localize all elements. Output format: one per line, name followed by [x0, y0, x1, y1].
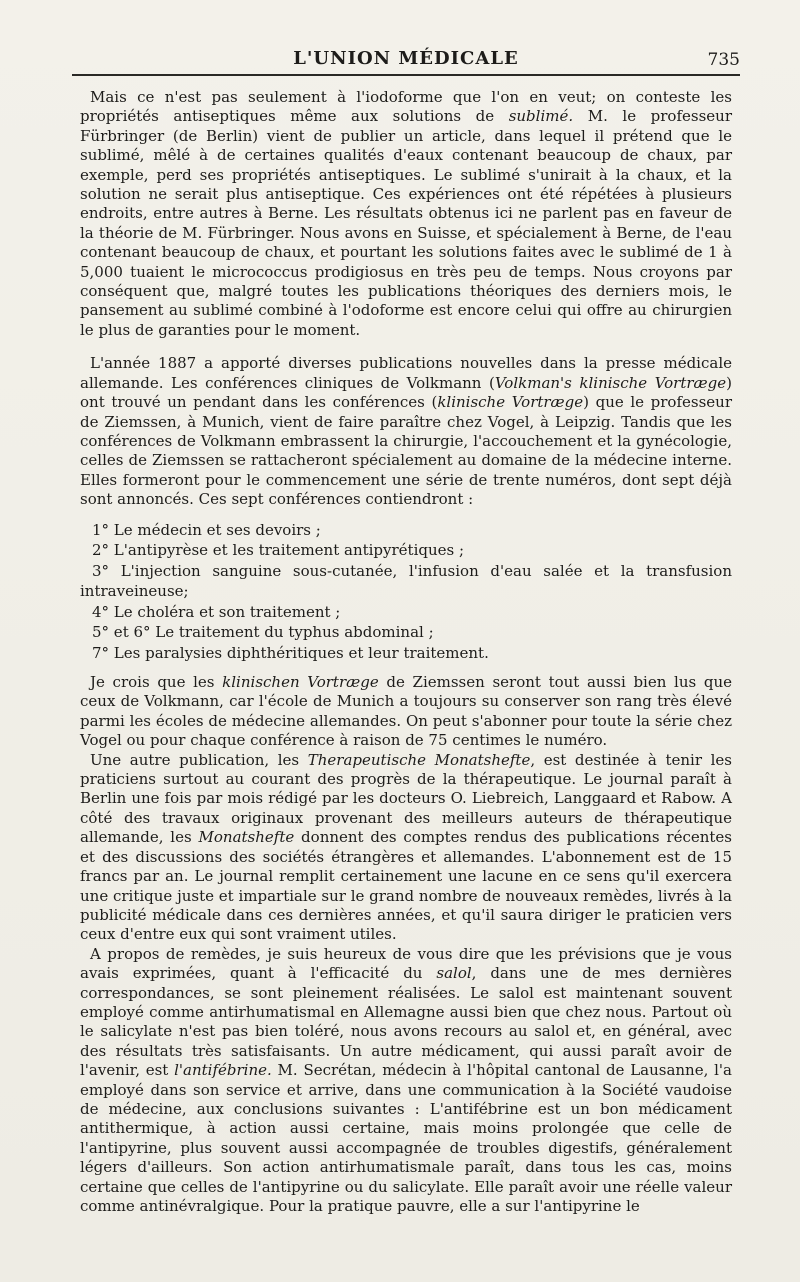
page-number: 735 [707, 50, 740, 70]
text-run: Je crois que les [90, 673, 223, 692]
paragraph [80, 88, 732, 340]
text-run: Une autre publication, les [90, 750, 308, 769]
list-item: 4° Le choléra et son traitement ; [92, 602, 341, 621]
running-head [72, 44, 740, 74]
text-run: ) ont trouvé un pendant dans les conférences ( [80, 373, 732, 412]
text-run: ) que le professeur de Ziemssen, à Munich, vient de faire paraître chez Vogel, à Leipzig. Tandis que les conférences de Volkmann embrassent la chirurgie, l'accouchement et la gynécologie, celles de Ziemssen se rattacheront spécialement au domaine de la médecine interne. Elles formeront pour le commencement une série de trente numéros, dont sept déjà sont annoncés. Ces sept conférences contiendront : [80, 393, 732, 509]
paragraphs-after-list [80, 673, 732, 1216]
paragraphs-before-list [80, 88, 732, 510]
text-run: Mais ce n'est pas seulement à l'iodoforme que l'on en veut; on conteste les propriétés antiseptiques même aux solutions de [80, 88, 732, 126]
text-run: , est destinée à tenir les praticiens surtout au courant des progrès de la thérapeutique. Le journal paraît à Berlin une fois par mois rédigé par les docteurs O. Liebreich, Langgaard et Rabow. A côté des travaux originaux provenant des meilleurs auteurs de thérapeutique allemande, les [80, 750, 732, 847]
italic-text: Monatshefte [198, 828, 295, 847]
italic-text: klinischen Vortræge [222, 673, 379, 692]
text-run: A propos de remèdes, je suis heureux de vous dire que les prévisions que je vous avais exprimées, quant à l'efficacité du [80, 944, 732, 983]
text-run: M. le professeur Fürbringer (de Berlin) vient de publier un article, dans lequel il prétend que le sublimé, mêlé à de certaines qualités d'eaux contenant beaucoup de chaux, par exemple, perd ses propriétés antiseptiques. Le sublimé s'unirait à la chaux, et la solution ne serait plus antiseptique. Ces expériences ont été répétées à plusieurs endroits, entre autres à Berne. Les résultats obtenus ici ne parlent pas en faveur de la théorie de M. Fürbringer. Nous avons en Suisse, et spécialement à Berne, de l'eau contenant beaucoup de chaux, et pourtant les solutions faites avec le sublimé de 1 à 5,000 tuaient le micrococcus prodigiosus en très peu de temps. Nous croyons par conséquent que, malgré toutes les publications théoriques des derniers mois, le pansement au sublimé combiné à l'odoforme est encore celui qui offre au chirurgien le plus de garanties pour le moment. [80, 107, 732, 339]
italic-text: Volkman's klinische Vortræge [494, 373, 727, 392]
list-item: 7° Les paralysies diphthéritiques et leur traitement. [92, 643, 489, 662]
italic-text: sublimé. [508, 107, 574, 126]
paragraph [80, 751, 732, 945]
paragraph [80, 673, 732, 751]
paragraph [80, 945, 732, 1217]
text-run: , dans une de mes dernières correspondances, se sont pleinement réalisées. Le salol est maintenant souvent employé comme antirhumatismal en Allemagne aussi bien que chez nous. Partout où le salicylate n'est pas bien toléré, nous avons recours au salol et, en général, avec des résultats très satisfaisants. Un autre médicament, qui aussi paraît avoir de l'avenir, est [80, 964, 732, 1080]
italic-text: salol [436, 964, 472, 983]
text-run: L'année 1887 a apporté diverses publications nouvelles dans la presse médicale allemande. Les conférences cliniques de Volkmann ( [80, 354, 732, 392]
text-run: de Ziemssen seront tout aussi bien lus que ceux de Volkmann, car l'école de Munich a toujours su conserver son rang très élevé parmi les écoles de médecine allemandes. On peut s'abonner pour toute la série chez Vogel ou pour chaque conférence à raison de 75 centimes le numéro. [80, 673, 733, 750]
list-item: 1° Le médecin et ses devoirs ; [92, 520, 321, 539]
text-run: donnent des comptes rendus des publications récentes et des discussions des sociétés étrangères et allemandes. L'abonnement est de 15 francs par an. Le journal remplit certainement une lacune en ce sens qu'il exercera une critique juste et impartiale sur le grand nombre de nouveaux remèdes, livrés à la publicité médicale dans ces dernières années, et qu'il saura diriger le praticien vers ceux d'entre eux qui sont vraiment utiles. [80, 828, 732, 944]
list-item: 3° L'injection sanguine sous-cutanée, l'infusion d'eau salée et la transfusion intraveineuse; [80, 561, 732, 601]
list-item: 2° L'antipyrèse et les traitement antipyrétiques ; [92, 541, 465, 560]
lecture-list [80, 520, 732, 664]
journal-title: L'UNION MÉDICALE [293, 48, 519, 69]
text-run: M. Secrétan, médecin à l'hôpital cantonal de Lausanne, l'a employé dans son service et arrive, dans une communication à la Société vaudoise de médecine, aux conclusions suivantes : L'antifébrine est un bon médicament antithermique, à action aussi certaine, mais moins prolongée que celle de l'antipyrine, plus souvent aussi accompagnée de troubles digestifs, généralement légers d'ailleurs. Son action antirhumatismale paraît, dans tous les cas, moins certaine que celles de l'antipyrine ou du salicylate. Elle paraît avoir une réelle valeur comme antinévralgique. Pour la pratique pauvre, elle a sur l'antipyrine le [80, 1061, 732, 1215]
header-rule [72, 74, 740, 76]
italic-text: klinische Vortræge [437, 393, 584, 412]
italic-text: l'antifébrine. [174, 1061, 272, 1080]
list-item: 5° et 6° Le traitement du typhus abdominal ; [92, 623, 434, 642]
italic-text: Therapeutische Monatshefte [307, 750, 531, 769]
article-body [80, 88, 732, 1216]
paragraph [80, 354, 732, 509]
